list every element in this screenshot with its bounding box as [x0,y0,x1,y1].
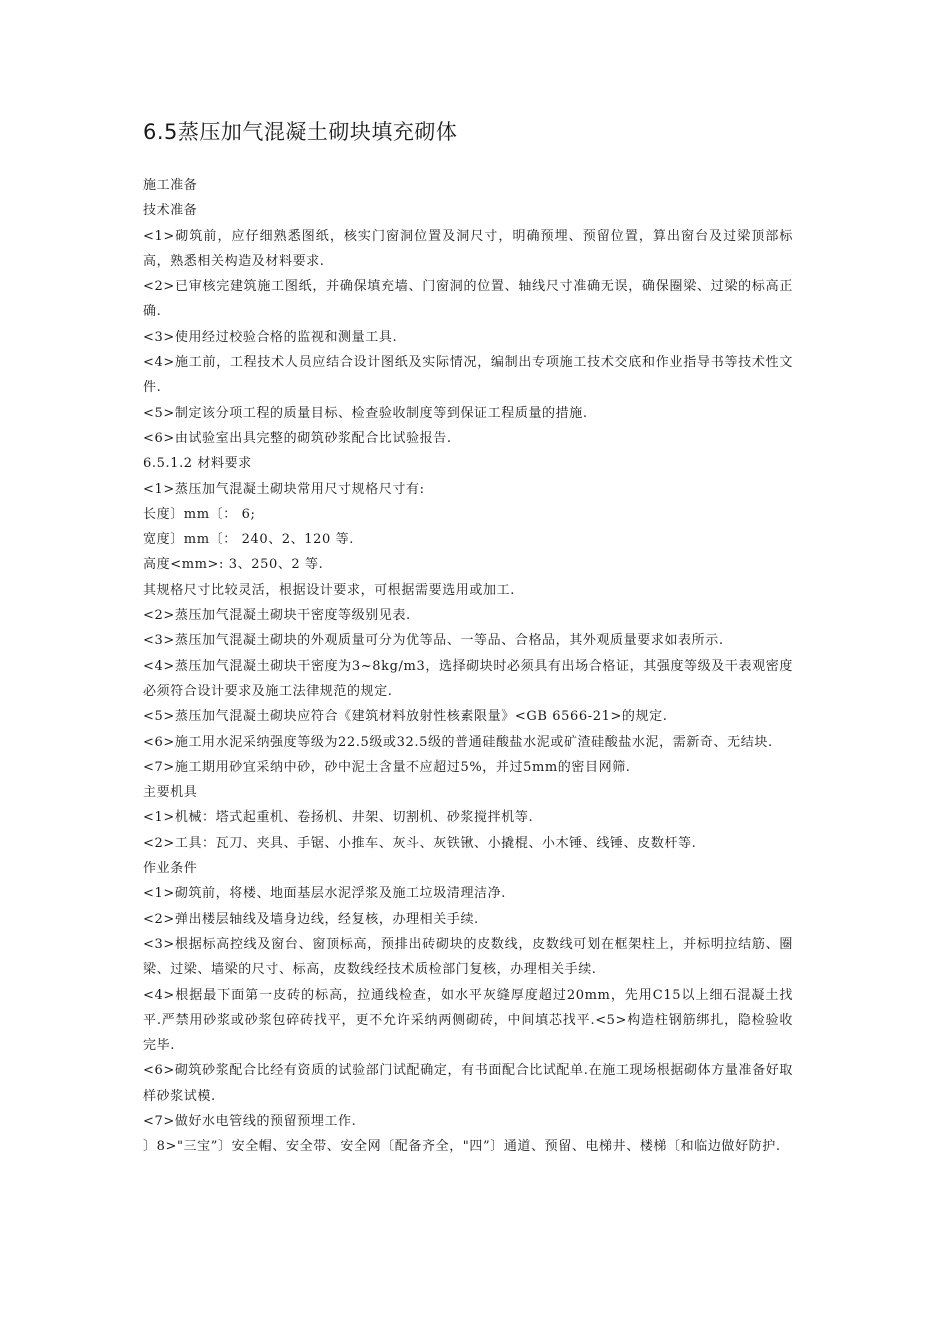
paragraph: <7>做好水电管线的预留预埋工作. [143,1113,357,1129]
paragraph: <1>蒸压加气混凝土砌块常用尺寸规格尺寸有: [143,481,425,497]
paragraph: <5>制定该分项工程的质量目标、检查验收制度等到保证工程质量的措施. [143,405,588,421]
paragraph: <6>施工用水泥采纳强度等级为22.5级或32.5级的普通硅酸盐水泥或矿渣硅酸盐水泥，需新奇、无结块. [143,734,773,750]
paragraph: <2>蒸压加气混凝土砌块干密度等级别见表. [143,608,411,624]
paragraph: <6>由试验室出具完整的砌筑砂浆配合比试验报告. [143,430,452,446]
paragraph: 宽度〕mm〔： 240、2、120 等. [143,532,354,548]
paragraph: <1>砌筑前，将楼、地面基层水泥浮浆及施工垃圾清理洁净. [143,886,506,902]
section-heading: 施工准备 [143,178,198,193]
paragraph: <2>弹出楼层轴线及墙身边线，经复核，办理相关手续. [143,911,479,927]
document-page [143,115,793,1160]
section-heading: 主要机具 [143,785,198,801]
paragraph: <3>蒸压加气混凝土砌块的外观质量可分为优等品、一等品、合格品，其外观质量要求如表所示. [143,633,724,649]
paragraph: <7>施工期用砂宜采纳中砂，砂中泥土含量不应超过5%，并过5mm的密目网筛. [143,759,631,775]
paragraph: <5>蒸压加气混凝土砌块应符合《建筑材料放射性核素限量》<GB 6566-21>的规定. [143,709,668,725]
paragraph: <3>根据标高控线及窗台、窗顶标高，预排出砖砌块的皮数线，皮数线可划在框架柱上，并标明拉结筋、圈梁、过梁、墙梁的尺寸、标高，皮数线经技术质检部门复核，办理相关手续. [143,936,793,978]
section-heading: 6.5.1.2 材料要求 [143,456,252,472]
section-heading: 技术准备 [143,203,198,219]
section-heading: 作业条件 [143,861,198,877]
paragraph: 高度<mm>: 3、250、2 等. [143,557,324,573]
paragraph: 长度〕mm〔： 6; [143,506,256,522]
document-title: 6.5蒸压加气混凝土砌块填充砌体 [143,120,458,144]
paragraph: <3>使用经过校验合格的监视和测量工具. [143,329,398,345]
paragraph: 〕8>"三宝”〕安全帽、安全带、安全网〔配备齐全，"四”〕通道、预留、电梯井、楼梯〔和临边做好防护. [143,1139,781,1155]
paragraph: <1>机械：塔式起重机、卷扬机、井架、切割机、砂浆搅拌机等. [143,810,534,826]
paragraph: <1>砌筑前，应仔细熟悉图纸，核实门窗洞位置及洞尺寸，明确预埋、预留位置，算出窗台及过梁顶部标高，熟悉相关构造及材料要求. [143,228,793,269]
paragraph: <6>砌筑砂浆配合比经有资质的试验部门试配确定，有书面配合比试配单.在施工现场根据砌体方量准备好取样砂浆试模. [143,1063,793,1104]
paragraph: <4>根据最下面第一皮砖的标高，拉通线检查，如水平灰缝厚度超过20mm，先用C15以上细石混凝土找平.严禁用砂浆或砂浆包碎砖找平，更不允许采纳两侧砌砖，中间填芯找平.<5>构造柱钢筋绑扎，隐检验收完毕. [143,987,793,1054]
paragraph: <2>工具：瓦刀、夹具、手锯、小推车、灰斗、灰铁锹、小撬棍、小木锤、线锤、皮数杆等. [143,835,697,851]
document-body [143,173,793,1160]
paragraph: 其规格尺寸比较灵活，根据设计要求，可根据需要选用或加工. [143,582,515,598]
paragraph: <4>施工前，工程技术人员应结合设计图纸及实际情况，编制出专项施工技术交底和作业指导书等技术性文件. [143,355,793,396]
paragraph: <4>蒸压加气混凝土砌块干密度为3~8kg/m3，选择砌块时必须具有出场合格证，其强度等级及干表观密度必须符合设计要求及施工法律规范的规定. [143,658,793,699]
paragraph: <2>已审核完建筑施工图纸，并确保填充墙、门窗洞的位置、轴线尺寸准确无误，确保圈梁、过梁的标高正确. [143,279,793,320]
